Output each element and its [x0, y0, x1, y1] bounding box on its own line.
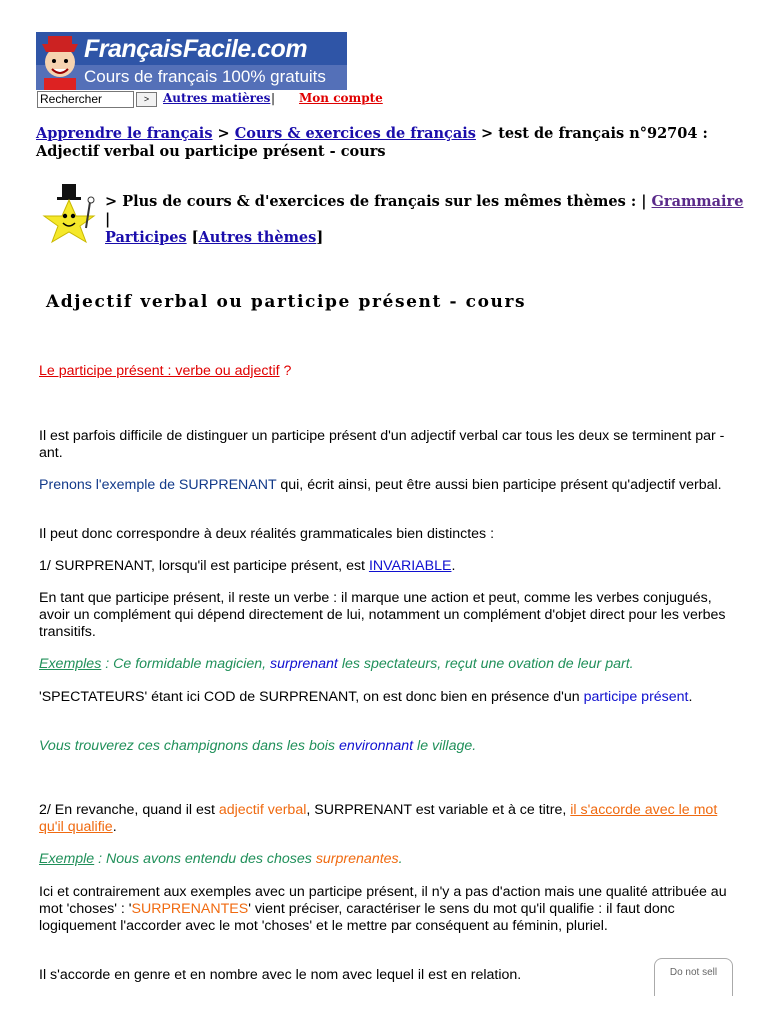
example-3-highlight: surprenantes — [315, 851, 399, 867]
participes-link[interactable]: Participes — [105, 229, 187, 246]
breadcrumb-current: test de français n°92704 : Adjectif verbal ou participe présent - cours — [36, 125, 708, 160]
rule-2-period: . — [112, 819, 117, 835]
cod-highlight: participe présent — [583, 689, 689, 705]
paragraph-cod — [39, 689, 739, 706]
rule-2-adjectif: adjectif verbal — [218, 802, 307, 818]
section-heading-link[interactable]: Le participe présent : verbe ou adjectif — [39, 363, 280, 379]
breadcrumb-cours-link[interactable]: Cours & exercices de français — [234, 125, 476, 142]
accorde-link[interactable]: il s'accorde avec le mot qu'il qualifie — [39, 802, 718, 835]
do-not-sell-button[interactable]: Do not sell — [654, 958, 733, 996]
rule-2-text-a: 2/ En revanche, quand il est — [39, 802, 219, 818]
example-1-text-c: les spectateurs, reçut une ovation de leur part. — [337, 656, 634, 672]
qualite-text-a: Ici et contrairement aux exemples avec un participe présent, il n'y a pas d'action mais une qualité attribuée au mot 'choses' : ' — [39, 884, 727, 917]
themes-pipe: | — [105, 211, 111, 228]
exemple-surprenant-text: Prenons l'exemple de SURPRENANT — [39, 477, 277, 493]
breadcrumb-apprendre-link[interactable]: Apprendre le français — [36, 125, 213, 142]
themes-line — [105, 193, 745, 247]
invariable-link[interactable]: INVARIABLE — [368, 558, 452, 574]
example-3-text-a: : Nous avons entendu des choses — [94, 851, 316, 867]
themes-open-bracket: [ — [186, 229, 199, 246]
paragraph-rule-1 — [39, 558, 739, 575]
themes-intro: > Plus de cours & d'exercices de français sur les mêmes thèmes : | — [105, 193, 652, 210]
star-mascot-icon — [40, 182, 102, 244]
example-1-text-a: : Ce formidable magicien, — [101, 656, 271, 672]
rule-2-text-c: , SURPRENANT est variable et à ce titre, — [306, 802, 571, 818]
example-3-text-c: . — [398, 851, 403, 867]
example-3 — [39, 851, 739, 868]
paragraph-qualite — [39, 884, 739, 935]
qualite-highlight: SURPRENANTES — [131, 901, 249, 917]
autres-matieres-link[interactable]: Autres matières — [163, 91, 271, 105]
paragraph-realites: Il peut donc correspondre à deux réalités grammaticales bien distinctes : — [39, 526, 495, 542]
logo-brand: FrançaisFacile.com — [84, 35, 308, 63]
grammaire-link[interactable]: Grammaire — [651, 193, 744, 210]
paragraph-participe-verbe: En tant que participe présent, il reste un verbe : il marque une action et peut, comme les verbes conjugués, avoir un complément qui dépend directement de lui, notamment un complément d'objet direct pour les verbes transitifs. — [39, 590, 726, 640]
cod-period: . — [688, 689, 693, 705]
nav-separator: | — [271, 91, 276, 105]
example-3-label: Exemple — [39, 851, 95, 867]
search-input[interactable]: Rechercher — [37, 91, 134, 108]
paragraph-accord: Il s'accorde en genre et en nombre avec le nom avec lequel il est en relation. — [39, 967, 522, 983]
example-1-label: Exemples — [39, 656, 102, 672]
example-2-highlight: environnant — [338, 738, 414, 754]
rule-1-period: . — [451, 558, 456, 574]
cod-text-a: 'SPECTATEURS' étant ici COD de SURPRENANT, on est donc bien en présence d'un — [39, 689, 584, 705]
rule-1-text: 1/ SURPRENANT, lorsqu'il est participe présent, est — [39, 558, 369, 574]
mascot-icon — [36, 32, 84, 90]
breadcrumb-separator: > — [475, 125, 499, 142]
breadcrumb — [36, 125, 748, 161]
autres-themes-link[interactable]: Autres thèmes — [198, 229, 317, 246]
qualite-text-c: ' vient préciser, caractériser le sens du mot qu'il qualifie : il faut donc logiquement l'accorder avec le mot 'choses' et le mettre par conséquent au féminin, pluriel. — [39, 901, 675, 934]
breadcrumb-separator: > — [212, 125, 235, 142]
example-1-highlight: surprenant — [270, 656, 338, 672]
paragraph-intro: Il est parfois difficile de distinguer un participe présent d'un adjectif verbal car tous les deux se terminent par -ant. — [39, 428, 725, 461]
logo-tagline: Cours de français 100% gratuits — [84, 67, 326, 86]
site-logo[interactable] — [36, 32, 347, 90]
example-2-text-c: le village. — [413, 738, 477, 754]
example-2 — [39, 738, 739, 755]
paragraph-exemple — [39, 477, 739, 494]
page-title: Adjectif verbal ou participe présent - cours — [46, 292, 527, 312]
mon-compte-link[interactable]: Mon compte — [299, 91, 383, 105]
example-1 — [39, 656, 739, 673]
search-button[interactable]: > — [136, 92, 157, 107]
themes-close-bracket: ] — [316, 229, 324, 246]
section-heading — [39, 363, 739, 380]
paragraph-rule-2 — [39, 802, 739, 836]
example-2-text-a: Vous trouverez ces champignons dans les bois — [39, 738, 339, 754]
exemple-rest-text: qui, écrit ainsi, peut être aussi bien participe présent qu'adjectif verbal. — [276, 477, 722, 493]
section-heading-question: ? — [279, 363, 292, 379]
